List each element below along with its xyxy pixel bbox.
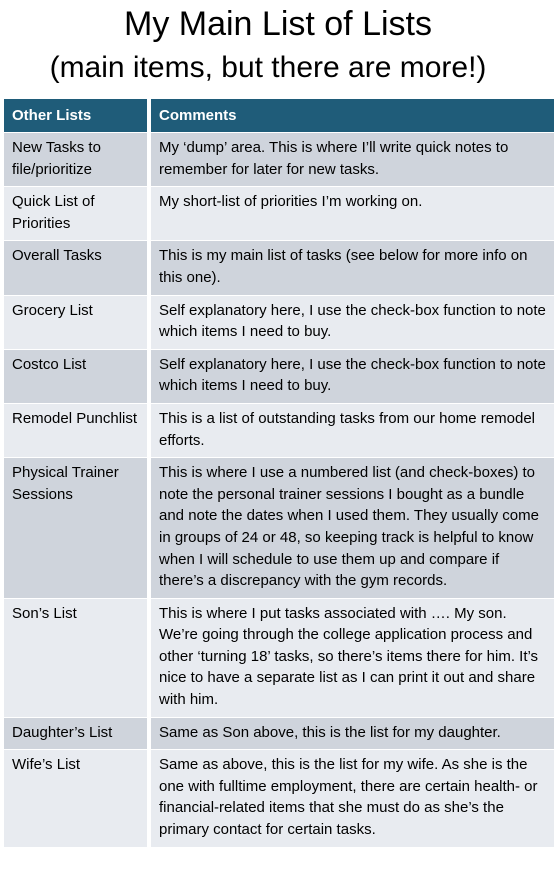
- page-subtitle: (main items, but there are more!): [49, 51, 487, 84]
- table-row: [4, 295, 554, 349]
- column-header-other-lists: Other Lists: [4, 99, 151, 132]
- table-row: [4, 717, 554, 750]
- comment-cell: Same as Son above, this is the list for my daughter.: [151, 717, 554, 750]
- list-name-cell: Quick List of Priorities: [4, 186, 151, 240]
- comment-cell: My short-list of priorities I’m working on.: [151, 186, 554, 240]
- column-header-comments: Comments: [151, 99, 554, 132]
- comment-cell: My ‘dump’ area. This is where I’ll write quick notes to remember for later for new tasks.: [151, 132, 554, 186]
- table-header-row: [4, 99, 554, 132]
- comment-cell: Self explanatory here, I use the check-box function to note which items I need to buy.: [151, 295, 554, 349]
- table-row: [4, 132, 554, 186]
- page-title: My Main List of Lists: [124, 5, 432, 43]
- comment-cell: This is where I use a numbered list (and check-boxes) to note the personal trainer sessions I bought as a bundle and note the dates when I used them. They usually come in groups of 24 or 48, so keeping track is helpful to know when I will schedule to use them up and compare if there’s a discrepancy with the gym records.: [151, 457, 554, 598]
- table-row: [4, 186, 554, 240]
- table-row: [4, 349, 554, 403]
- list-name-cell: Physical Trainer Sessions: [4, 457, 151, 598]
- table-row: [4, 403, 554, 457]
- table-row: [4, 749, 554, 846]
- comment-cell: This is my main list of tasks (see below for more info on this one).: [151, 240, 554, 294]
- comment-cell: Same as above, this is the list for my wife. As she is the one with fulltime employment, there are certain health- or financial-related items that she must do as she’s the primary contact for certain tasks.: [151, 749, 554, 846]
- list-name-cell: Remodel Punchlist: [4, 403, 151, 457]
- list-name-cell: Grocery List: [4, 295, 151, 349]
- table-row: [4, 457, 554, 598]
- list-name-cell: Wife’s List: [4, 749, 151, 846]
- table-row: [4, 598, 554, 717]
- table-row: [4, 240, 554, 294]
- comment-cell: This is a list of outstanding tasks from our home remodel efforts.: [151, 403, 554, 457]
- lists-table: [4, 99, 554, 847]
- list-name-cell: Costco List: [4, 349, 151, 403]
- list-name-cell: Son’s List: [4, 598, 151, 717]
- comment-cell: Self explanatory here, I use the check-box function to note which items I need to buy.: [151, 349, 554, 403]
- list-name-cell: New Tasks to file/prioritize: [4, 132, 151, 186]
- list-name-cell: Daughter’s List: [4, 717, 151, 750]
- comment-cell: This is where I put tasks associated with …. My son. We’re going through the college application process and other ‘turning 18’ tasks, so there’s items there for him. It’s nice to have a separate list as I can print it out and share with him.: [151, 598, 554, 717]
- list-name-cell: Overall Tasks: [4, 240, 151, 294]
